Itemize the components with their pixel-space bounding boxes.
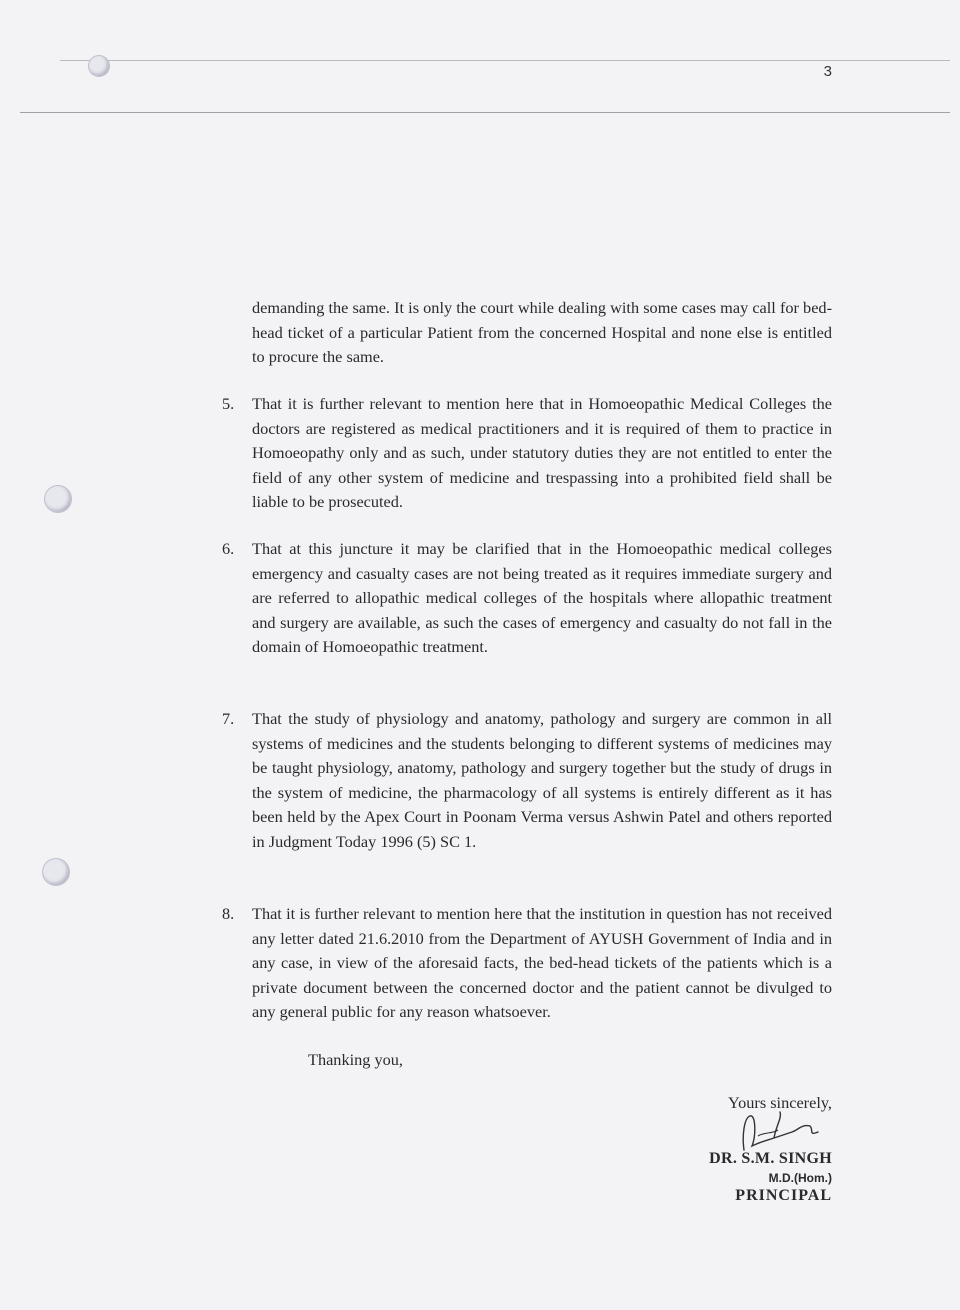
paragraph-number: 5. bbox=[222, 394, 235, 413]
punch-hole bbox=[88, 55, 110, 77]
handwritten-signature bbox=[714, 1106, 824, 1156]
signatory-title: PRINCIPAL bbox=[735, 1187, 832, 1204]
paragraph-text: That the study of physiology and anatomy, pathology and surgery are common in all systems of medicines and the students belonging to different systems of medicines may be taught physiology, anatomy, pathology and surgery together but the study of drugs in the system of medicine, the pharmacology of all systems is entirely different as it has been held by the Apex Court in Poonam Verma versus Ashwin Patel and others reported in Judgment Today 1996 (5) SC 1. bbox=[252, 709, 832, 851]
salutation: Yours sincerely, bbox=[727, 1093, 832, 1112]
numbered-paragraph bbox=[222, 392, 832, 515]
numbered-paragraph bbox=[222, 707, 832, 855]
page-number: 3 bbox=[823, 63, 832, 80]
header-rule bbox=[20, 112, 950, 113]
paragraph-text: That at this juncture it may be clarified that in the Homoeopathic medical colleges emergency and casualty cases are not being treated as it requires immediate surgery and are referred to allopathic medical colleges of the hospitals where allopathic treatment and surgery are available, as such the cases of emergency and casualty do not fall in the domain of Homoeopathic treatment. bbox=[252, 539, 832, 657]
signature-block bbox=[612, 1092, 832, 1205]
punch-hole bbox=[42, 858, 70, 886]
paragraph-number: 8. bbox=[222, 904, 235, 923]
paragraph-text: That it is further relevant to mention here that the institution in question has not received any letter dated 21.6.2010 from the Department of AYUSH Government of India and in any case, in view of the aforesaid facts, the bed-head tickets of the patients which is a private document between the concerned doctor and the patient cannot be divulged to any general public for any reason whatsoever. bbox=[252, 904, 832, 1022]
paragraph-text: That it is further relevant to mention here that in Homoeopathic Medical Colleges the doctors are registered as medical practitioners and it is required of them to practice in Homoeopathy only and as such, under statutory duties they are not entitled to enter the field of any other system of medicine and trespassing into a prohibited field shall be liable to be prosecuted. bbox=[252, 394, 832, 512]
closing-line: Thanking you, bbox=[308, 1050, 403, 1069]
paragraph-number: 6. bbox=[222, 539, 235, 558]
top-rule bbox=[60, 60, 950, 61]
signatory-qualifications: M.D.(Hom.) bbox=[768, 1171, 832, 1185]
numbered-paragraph bbox=[222, 902, 832, 1025]
numbered-paragraph bbox=[222, 537, 832, 660]
signatory-name: DR. S.M. SINGH bbox=[709, 1150, 832, 1167]
intro-paragraph: demanding the same. It is only the court while dealing with some cases may call for bed-head ticket of a particular Patient from the concerned Hospital and none else is entitled to procure the same. bbox=[252, 298, 832, 367]
paragraph-number: 7. bbox=[222, 709, 235, 728]
punch-hole bbox=[44, 485, 72, 513]
